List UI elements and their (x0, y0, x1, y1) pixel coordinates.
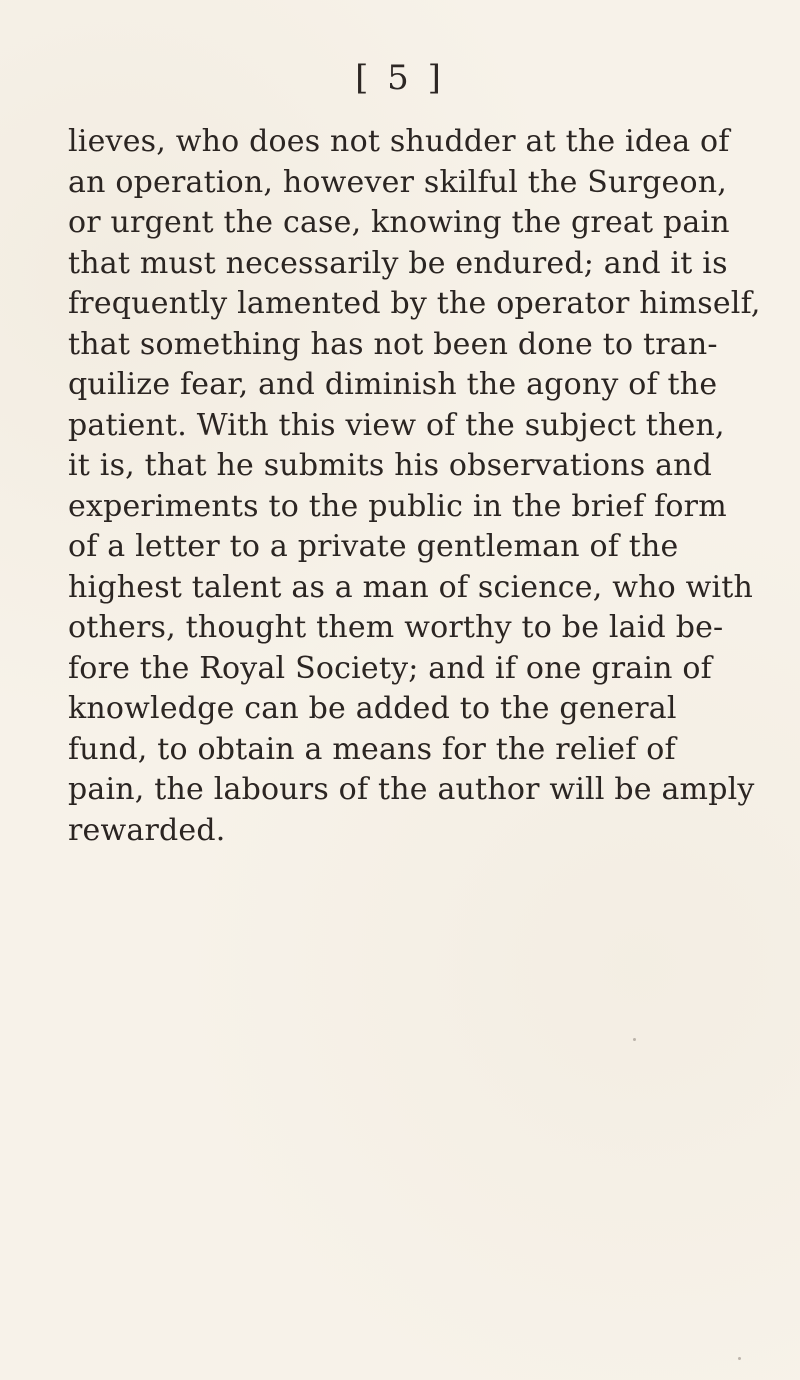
text-line-10: experiments to the public in the brief form (68, 488, 727, 524)
text-line-16: fund, to obtain a means for the relief of (68, 731, 676, 767)
paper-speck (658, 587, 661, 590)
text-line-17: pain, the labours of the author will be amply (68, 772, 755, 807)
text-line-2: an operation, however skilful the Surgeon, (68, 164, 727, 200)
text-line-9: it is, that he submits his observations and (68, 448, 713, 483)
text-line-8: patient. With this view of the subject then, (68, 407, 725, 443)
page-number: [ 5 ] (355, 58, 445, 98)
text-line-7: quilize fear, and diminish the agony of the (68, 367, 718, 402)
text-line-11: of a letter to a private gentleman of the (68, 529, 679, 564)
text-line-3: or urgent the case, knowing the great pain (68, 205, 730, 240)
body-text (68, 122, 761, 851)
text-line-15: knowledge can be added to the general (68, 691, 677, 726)
paper-speck (738, 1357, 741, 1360)
text-line-6: that something has not been done to tran- (68, 326, 718, 362)
text-line-18: rewarded. (68, 812, 226, 848)
text-line-13: others, thought them worthy to be laid be- (68, 610, 724, 645)
text-line-1: lieves, who does not shudder at the idea of (68, 124, 730, 159)
text-line-14: fore the Royal Society; and if one grain of (68, 650, 712, 686)
text-line-12: highest talent as a man of science, who with (68, 569, 754, 605)
text-line-5: frequently lamented by the operator himself, (68, 286, 761, 321)
text-line-4: that must necessarily be endured; and it is (68, 245, 728, 281)
paper-speck (633, 1038, 636, 1041)
